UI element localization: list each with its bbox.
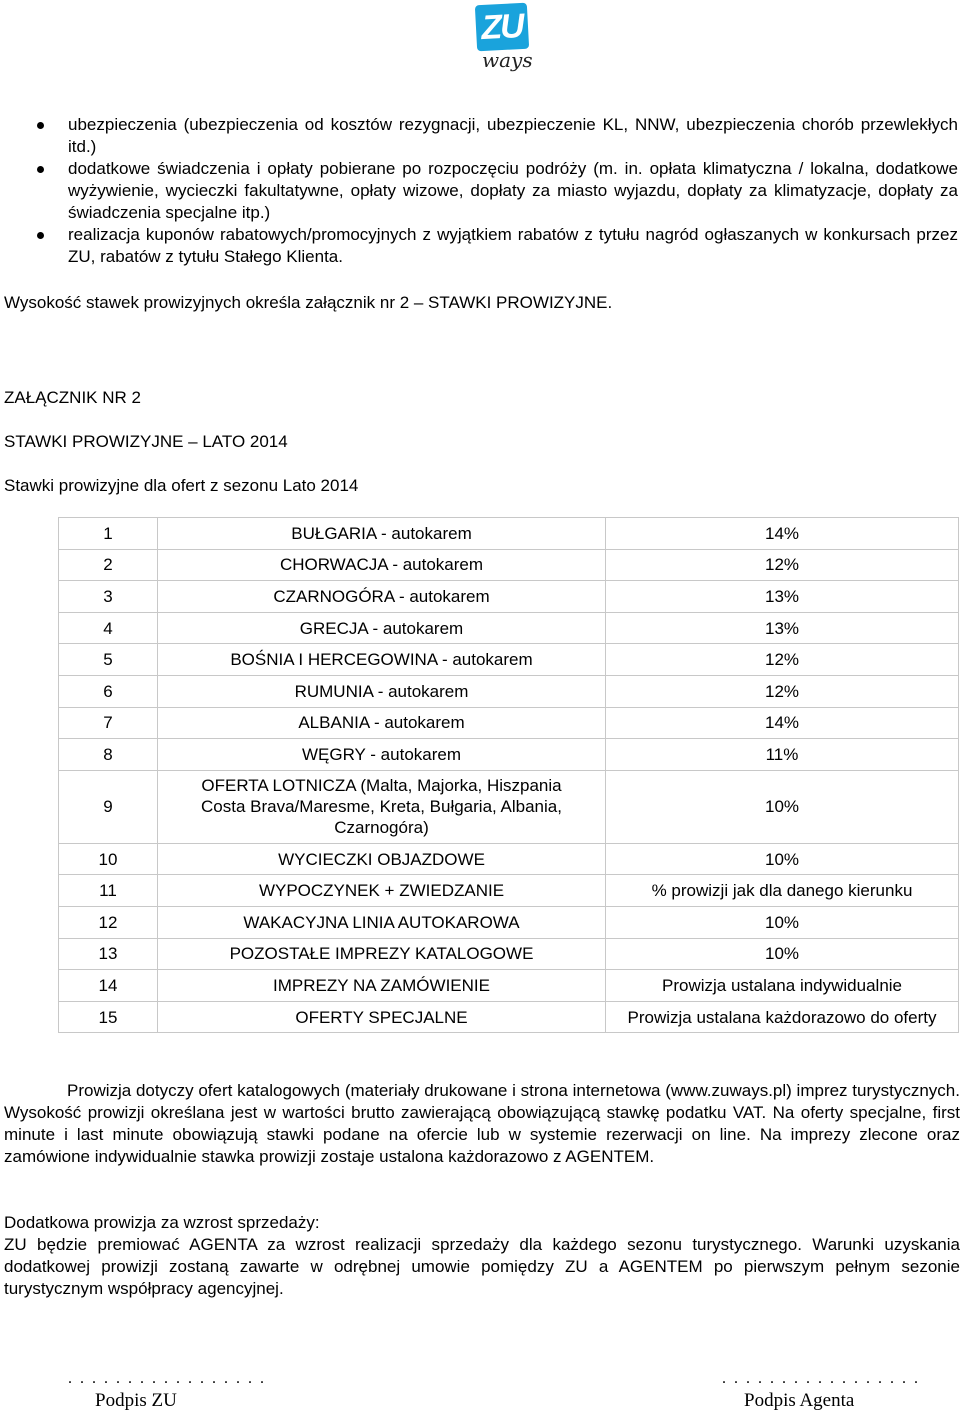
- table-row: [59, 938, 959, 970]
- commission-rate: Prowizja ustalana każdorazowo do oferty: [606, 1001, 959, 1033]
- commission-rate: 10%: [606, 938, 959, 970]
- commission-rate: Prowizja ustalana indywidualnie: [606, 970, 959, 1002]
- table-row: [59, 549, 959, 581]
- destination-name: WAKACYJNA LINIA AUTOKAROWA: [158, 906, 606, 938]
- table-row: [59, 875, 959, 907]
- destination-name: OFERTY SPECJALNE: [158, 1001, 606, 1033]
- table-row: [59, 675, 959, 707]
- table-row: [59, 906, 959, 938]
- table-row: [59, 843, 959, 875]
- list-item: dodatkowe świadczenia i opłaty pobierane po rozpoczęciu podróży (m. in. opłata klimatyczna / lokalna, dodatkowe wyżywienie, wycieczki fakultatywne, opłaty wizowe, dopłaty za miasto wyjazdu, dopłaty za klimatyzacje, dopłaty za świadczenia specjalne itp.): [0, 158, 960, 224]
- row-number: 13: [59, 938, 158, 970]
- signature-label-right: Podpis Agenta: [744, 1390, 855, 1411]
- commission-rate: 13%: [606, 581, 959, 613]
- destination-name: POZOSTAŁE IMPREZY KATALOGOWE: [158, 938, 606, 970]
- table-row: [59, 581, 959, 613]
- commission-rate: 14%: [606, 707, 959, 739]
- row-number: 1: [59, 518, 158, 550]
- destination-name: OFERTA LOTNICZA (Malta, Majorka, Hiszpania Costa Brava/Maresme, Kreta, Bułgaria, Albania, Czarnogóra): [158, 770, 606, 843]
- signature-line-left: . . . . . . . . . . . . . . . . .: [68, 1370, 266, 1387]
- logo-mark: ZU: [475, 3, 529, 52]
- row-number: 5: [59, 644, 158, 676]
- commission-rate: 11%: [606, 739, 959, 771]
- table-row: [59, 707, 959, 739]
- company-logo: [474, 4, 532, 78]
- commission-rate: 12%: [606, 675, 959, 707]
- table-row: [59, 518, 959, 550]
- list-item: realizacja kuponów rabatowych/promocyjnych z wyjątkiem rabatów z tytułu nagród ogłaszanych w konkursach przez ZU, rabatów z tytułu Stałego Klienta.: [0, 224, 960, 268]
- row-number: 15: [59, 1001, 158, 1033]
- commission-rate: 14%: [606, 518, 959, 550]
- destination-name: IMPREZY NA ZAMÓWIENIE: [158, 970, 606, 1002]
- annex-subtitle: Stawki prowizyjne dla ofert z sezonu Lato 2014: [4, 476, 359, 495]
- row-number: 3: [59, 581, 158, 613]
- destination-name: ALBANIA - autokarem: [158, 707, 606, 739]
- destination-name: RUMUNIA - autokarem: [158, 675, 606, 707]
- destination-name: CHORWACJA - autokarem: [158, 549, 606, 581]
- bonus-text: ZU będzie premiować AGENTA za wzrost realizacji sprzedaży dla każdego sezonu turystycznego. Warunki uzyskania dodatkowej prowizji zostaną zawarte w odrębnej umowie pomiędzy ZU a AGENTEM po pierwszym pełnym sezonie turystycznym współpracy agencyjnej.: [4, 1235, 960, 1298]
- table-row: [59, 644, 959, 676]
- commission-rate: 10%: [606, 843, 959, 875]
- logo-subtext: ways: [482, 48, 533, 72]
- rates-note: Wysokość stawek prowizyjnych określa załącznik nr 2 – STAWKI PROWIZYJNE.: [4, 293, 613, 312]
- paragraph-commission-info: Prowizja dotyczy ofert katalogowych (materiały drukowane i strona internetowa (www.zuways.pl) imprez turystycznych. Wysokość prowizji określana jest w wartości brutto zawierającą obowiązującą stawkę podatku VAT. Na oferty specjalne, first minute i last minute obowiązują stawki podane na ofercie lub w systemie rezerwacji on line. Na imprezy zlecone oraz zamówione indywidualnie stawka prowizji zostaje ustalona każdorazowo z AGENTEM.: [4, 1081, 960, 1166]
- row-number: 9: [59, 770, 158, 843]
- destination-name: GRECJA - autokarem: [158, 612, 606, 644]
- destination-name: WĘGRY - autokarem: [158, 739, 606, 771]
- row-number: 8: [59, 739, 158, 771]
- commission-rate: % prowizji jak dla danego kierunku: [606, 875, 959, 907]
- bonus-heading: Dodatkowa prowizja za wzrost sprzedaży:: [4, 1213, 320, 1232]
- row-number: 6: [59, 675, 158, 707]
- signature-label-left: Podpis ZU: [95, 1390, 177, 1411]
- destination-name: BOŚNIA I HERCEGOWINA - autokarem: [158, 644, 606, 676]
- commission-rate: 10%: [606, 770, 959, 843]
- signature-line-right: . . . . . . . . . . . . . . . . .: [722, 1370, 920, 1387]
- commission-rate: 12%: [606, 549, 959, 581]
- destination-name: BUŁGARIA - autokarem: [158, 518, 606, 550]
- exclusions-list: [0, 114, 960, 268]
- commission-rate: 12%: [606, 644, 959, 676]
- annex-title: STAWKI PROWIZYJNE – LATO 2014: [4, 432, 288, 451]
- list-item: ubezpieczenia (ubezpieczenia od kosztów rezygnacji, ubezpieczenie KL, NNW, ubezpieczenia chorób przewlekłych itd.): [0, 114, 960, 158]
- table-row: [59, 739, 959, 771]
- table-row: [59, 612, 959, 644]
- row-number: 4: [59, 612, 158, 644]
- table-row: [59, 970, 959, 1002]
- table-row: [59, 770, 959, 843]
- commission-rate: 10%: [606, 906, 959, 938]
- row-number: 2: [59, 549, 158, 581]
- commission-table: [58, 517, 959, 1033]
- row-number: 7: [59, 707, 158, 739]
- row-number: 11: [59, 875, 158, 907]
- destination-name: WYPOCZYNEK + ZWIEDZANIE: [158, 875, 606, 907]
- annex-label: ZAŁĄCZNIK NR 2: [4, 388, 141, 407]
- row-number: 14: [59, 970, 158, 1002]
- row-number: 12: [59, 906, 158, 938]
- row-number: 10: [59, 843, 158, 875]
- commission-rate: 13%: [606, 612, 959, 644]
- destination-name: WYCIECZKI OBJAZDOWE: [158, 843, 606, 875]
- table-row: [59, 1001, 959, 1033]
- destination-name: CZARNOGÓRA - autokarem: [158, 581, 606, 613]
